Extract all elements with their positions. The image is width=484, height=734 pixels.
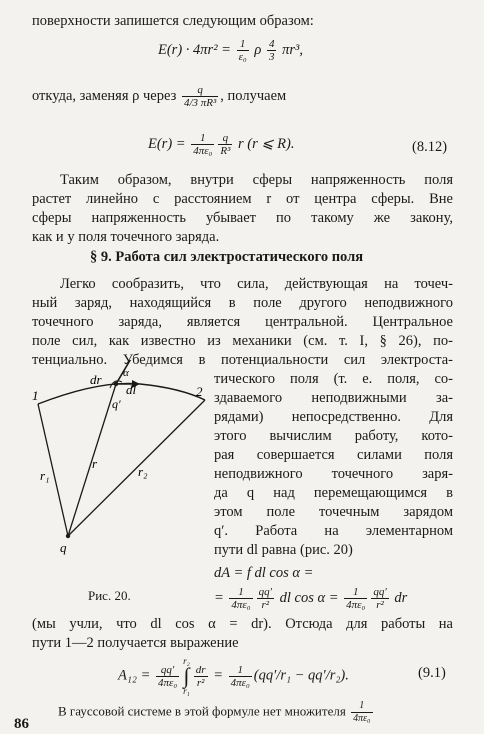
text-line: сферы напряженность убывает по такому же закону,: [32, 210, 453, 226]
equation-1: [158, 38, 303, 63]
denominator: 4πε₀: [353, 713, 371, 724]
fraction: [229, 664, 252, 689]
fraction: [194, 664, 208, 689]
fraction: [191, 132, 214, 157]
trajectory-curve: [38, 383, 205, 404]
label-qprime: q′: [112, 397, 121, 411]
text-line: тенциально. Убедимся в потенциальности сил электроста-: [32, 352, 453, 368]
numerator: 1: [229, 664, 252, 677]
figure-caption: Рис. 20.: [88, 588, 131, 603]
fraction: [237, 38, 249, 63]
section-heading: § 9. Работа сил электростатического поля: [90, 249, 364, 265]
integral-sign: ∫: [183, 663, 190, 688]
numerator: 1: [344, 586, 367, 599]
label-point-1: 1: [32, 388, 39, 403]
denominator: ε₀: [238, 51, 247, 63]
eq-part: ρ: [250, 41, 265, 58]
page-number: 86: [14, 716, 29, 732]
fraction: [257, 586, 274, 611]
text-line: неподвижного точечного заря-: [214, 466, 453, 482]
denominator: 3: [268, 51, 275, 63]
force-vector: [116, 360, 142, 384]
fraction: [267, 38, 277, 63]
text-line: точечного заряда, является центральной. Центральное: [32, 314, 453, 330]
numerator: qq′: [156, 664, 179, 677]
numerator: q: [182, 84, 218, 97]
denominator: 4πε₀: [157, 676, 178, 689]
equation-8-12: [148, 132, 294, 157]
text-line: пути dl равна (рис. 20): [214, 542, 353, 558]
text-line: как и у поля точечного заряда.: [32, 229, 220, 245]
label-q: q: [60, 540, 67, 555]
eq-part: =: [214, 589, 228, 606]
numerator: 1: [229, 586, 252, 599]
text-line: ный заряд, находящийся в поле другого неподвижного: [32, 295, 453, 311]
fraction: [218, 132, 232, 157]
label-r: r: [92, 456, 98, 471]
footnote: [58, 700, 375, 725]
label-dr: dr: [90, 372, 102, 387]
text-line: Таким образом, внутри сферы напряженность поля: [60, 172, 453, 188]
text-line: пути 1—2 получается выражение: [32, 635, 239, 651]
numerator: 1: [351, 700, 372, 713]
text-part: , получаем: [220, 87, 287, 104]
text-line: поле сил, как известно из механики (см. т. I, § 26), по-: [32, 333, 453, 349]
eq-part: E(r) =: [148, 135, 190, 152]
numerator: 1: [237, 38, 249, 51]
charge-qprime-point: [114, 382, 118, 386]
charge-q-point: [66, 534, 70, 538]
denominator: 4/3 πR³: [183, 97, 217, 109]
label-dl: dl: [126, 382, 137, 397]
denominator: 4πε₀: [346, 599, 366, 611]
text-line: тического поля (т. е. поля, со-: [214, 371, 453, 387]
text-line: рядами) непосредственно. Для: [214, 409, 453, 425]
denominator: r²: [261, 599, 270, 611]
text-line: этого вычислим работу, кото-: [214, 428, 453, 444]
eq-part: (qq′/r₁ − qq′/r₂).: [253, 667, 349, 684]
eq-part: dr: [390, 589, 408, 606]
eq-part: =: [209, 667, 227, 684]
fraction: [156, 664, 179, 689]
label-r2: r₂: [138, 464, 148, 479]
fraction: [371, 586, 388, 611]
equation-number: (8.12): [412, 139, 448, 155]
numerator: q: [218, 132, 232, 145]
text-line: Легко сообразить, что сила, действующая на точеч-: [60, 276, 453, 292]
fraction: [182, 84, 218, 109]
integral-lower-limit: r₁: [183, 686, 190, 696]
figure-20: [30, 360, 215, 560]
numerator: qq′: [258, 586, 272, 598]
text-line: (мы учли, что dl cos α = dr). Отсюда для работы на: [32, 616, 453, 632]
radius-r2-line: [68, 400, 205, 536]
numerator: 4: [268, 38, 275, 50]
fraction: [344, 586, 367, 611]
text-line: q′. Работа на элементарном: [214, 523, 453, 539]
label-r1: r₁: [40, 468, 50, 483]
denominator: r²: [376, 599, 384, 611]
numerator: dr: [195, 663, 206, 676]
text-line: растет линейно с расстоянием r от центра сферы. Вне: [32, 191, 453, 207]
eq-part: dl cos α =: [276, 589, 343, 606]
fraction: [351, 700, 372, 725]
numerator: qq′: [373, 586, 387, 598]
equation-dA-2: [214, 586, 407, 611]
footnote-text: В гауссовой системе в этой формуле нет множителя: [58, 703, 346, 719]
eq-part: E(r) · 4πr² =: [158, 41, 235, 58]
eq-part: A₁₂ =: [118, 667, 154, 684]
text-part: откуда, заменяя ρ через: [32, 87, 180, 104]
text-line: рая совершается силами поля: [214, 447, 453, 463]
integral-upper-limit: r₂: [183, 656, 190, 666]
equation-number: (9.1): [418, 665, 446, 681]
numerator: 1: [191, 132, 214, 145]
text-line: этом поле точечным зарядом: [214, 504, 453, 520]
denominator: 4πε₀: [231, 599, 251, 611]
text-line: здаваемого неподвижными за-: [214, 390, 453, 406]
label-point-2: 2: [196, 384, 203, 399]
label-alpha: α: [123, 367, 129, 379]
equation-9-1: [118, 656, 349, 696]
eq-part: πr³,: [278, 41, 303, 58]
denominator: 4πε₀: [230, 676, 250, 689]
fraction: [229, 586, 252, 611]
text-line: поверхности запишется следующим образом:: [32, 13, 314, 29]
equation-dA: dA = f dl cos α =: [214, 565, 314, 581]
denominator: 4πε₀: [193, 145, 213, 157]
text-line: да q над перемещающимся в: [214, 485, 453, 501]
text-line: [32, 84, 286, 109]
denominator: R³: [220, 145, 231, 157]
eq-part: r (r ⩽ R).: [234, 135, 295, 152]
denominator: r²: [196, 676, 205, 689]
integral: [183, 656, 190, 696]
